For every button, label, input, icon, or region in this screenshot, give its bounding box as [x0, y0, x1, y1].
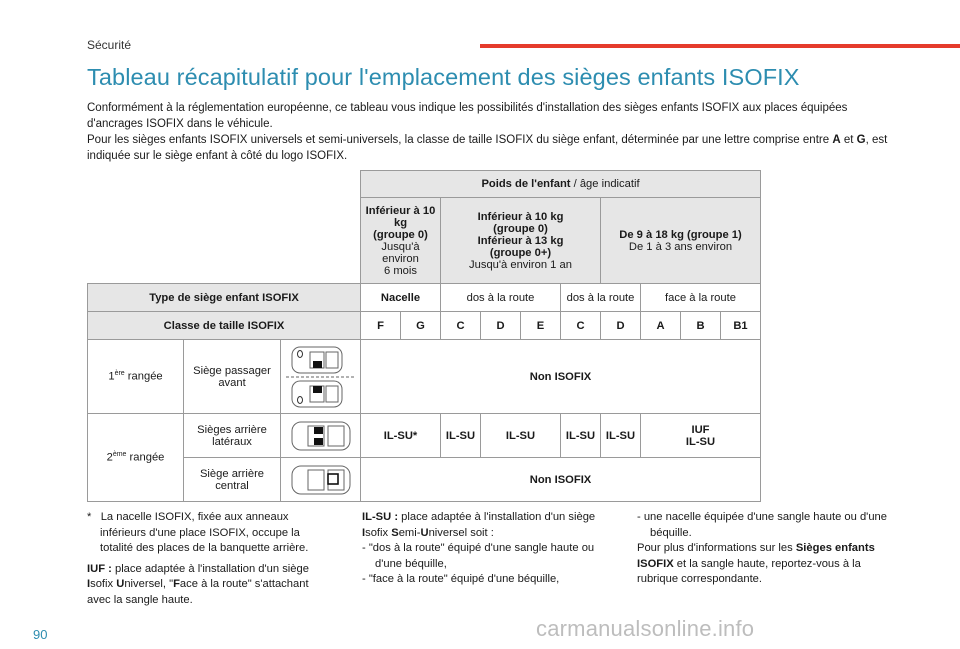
row-2-cell: IL-SU — [441, 414, 481, 458]
isofix-table — [87, 170, 761, 502]
type-forward-facing: face à la route — [641, 284, 761, 312]
row-2-cell: IL-SU — [601, 414, 641, 458]
row-1-rank: 1ère rangée — [88, 340, 184, 414]
section-label: Sécurité — [87, 38, 132, 52]
footnote-item-3: - une nacelle équipée d'une sangle haute ou d'une béquille. — [637, 511, 887, 539]
footnote-star: * La nacelle ISOFIX, fixée aux anneaux inférieurs d'une place ISOFIX, occupe la totalité des places de la banquette arrière. — [87, 511, 309, 554]
group-0plus-header: Inférieur à 10 kg (groupe 0) Inférieur à 13 kg (groupe 0+) Jusqu'à environ 1 an — [441, 198, 601, 284]
type-rear-facing-1: dos à la route — [441, 284, 561, 312]
intro-text — [87, 100, 897, 164]
page-title: Tableau récapitulatif pour l'emplacement des sièges enfants ISOFIX — [87, 64, 800, 90]
weight-header: Poids de l'enfant / âge indicatif — [361, 171, 761, 198]
car-rear-central-icon — [281, 458, 361, 502]
row-2-cell: IL-SU — [561, 414, 601, 458]
footnote-middle — [362, 510, 620, 588]
class-cell: E — [521, 312, 561, 340]
car-rear-lateral-icon — [281, 414, 361, 458]
class-cell: D — [601, 312, 641, 340]
class-label: Classe de taille ISOFIX — [88, 312, 361, 340]
class-cell: B — [681, 312, 721, 340]
footnote-more-info: Pour plus d'informations sur les Sièges enfants ISOFIX et la sangle haute, reportez-vous à la rubrique correspondante. — [637, 542, 875, 585]
row-2-rank: 2ème rangée — [88, 414, 184, 502]
footnote-right — [637, 510, 887, 588]
class-cell: A — [641, 312, 681, 340]
class-cell: G — [401, 312, 441, 340]
footnote-ilsu: IL-SU : place adaptée à l'installation d'un siège Isofix Semi-Universel soit : — [362, 511, 596, 539]
class-cell: D — [481, 312, 521, 340]
footnote-iuf: IUF : place adaptée à l'installation d'un siège Isofix Universel, "Face à la route" s'attachant avec la sangle haute. — [87, 562, 309, 606]
page-number: 90 — [33, 627, 48, 642]
row-3-value: Non ISOFIX — [361, 458, 761, 502]
footnote-ilsu-item-1: - "dos à la route" équipé d'une sangle haute ou d'une béquille, — [362, 542, 595, 570]
class-cell: B1 — [721, 312, 761, 340]
class-cell: C — [441, 312, 481, 340]
class-cell: C — [561, 312, 601, 340]
type-label: Type de siège enfant ISOFIX — [88, 284, 361, 312]
row-2-cell-last: IUF IL-SU — [641, 414, 761, 458]
group-1-header: De 9 à 18 kg (groupe 1) De 1 à 3 ans environ — [601, 198, 761, 284]
row-2-seat: Sièges arrière latéraux — [184, 414, 281, 458]
row-1-value: Non ISOFIX — [361, 340, 761, 414]
watermark: carmanualsonline.info — [536, 616, 755, 641]
footnote-left — [87, 510, 335, 608]
car-front-passenger-icon — [281, 340, 361, 414]
header-rule — [480, 44, 960, 48]
group-0-header: Inférieur à 10 kg (groupe 0) Jusqu'à environ 6 mois — [361, 198, 441, 284]
row-3-seat: Siège arrière central — [184, 458, 281, 502]
intro-paragraph-1: Conformément à la réglementation européenne, ce tableau vous indique les possibilités d'installation des sièges enfants ISOFIX aux places équipées d'ancrages ISOFIX dans le véhicule. — [87, 102, 848, 130]
row-2-cell: IL-SU* — [361, 414, 441, 458]
class-cell: F — [361, 312, 401, 340]
row-1-seat: Siège passager avant — [184, 340, 281, 414]
type-nacelle: Nacelle — [361, 284, 441, 312]
intro-paragraph-2: Pour les sièges enfants ISOFIX universels et semi-universels, la classe de taille ISOFIX du siège enfant, déterminée par une lettre comprise entre A et G, est indiquée sur le siège enfant à côté du logo ISOFIX. — [87, 134, 888, 162]
footnote-ilsu-item-2: - "face à la route" équipé d'une béquille, — [362, 573, 560, 585]
row-2-cell: IL-SU — [481, 414, 561, 458]
type-rear-facing-2: dos à la route — [561, 284, 641, 312]
